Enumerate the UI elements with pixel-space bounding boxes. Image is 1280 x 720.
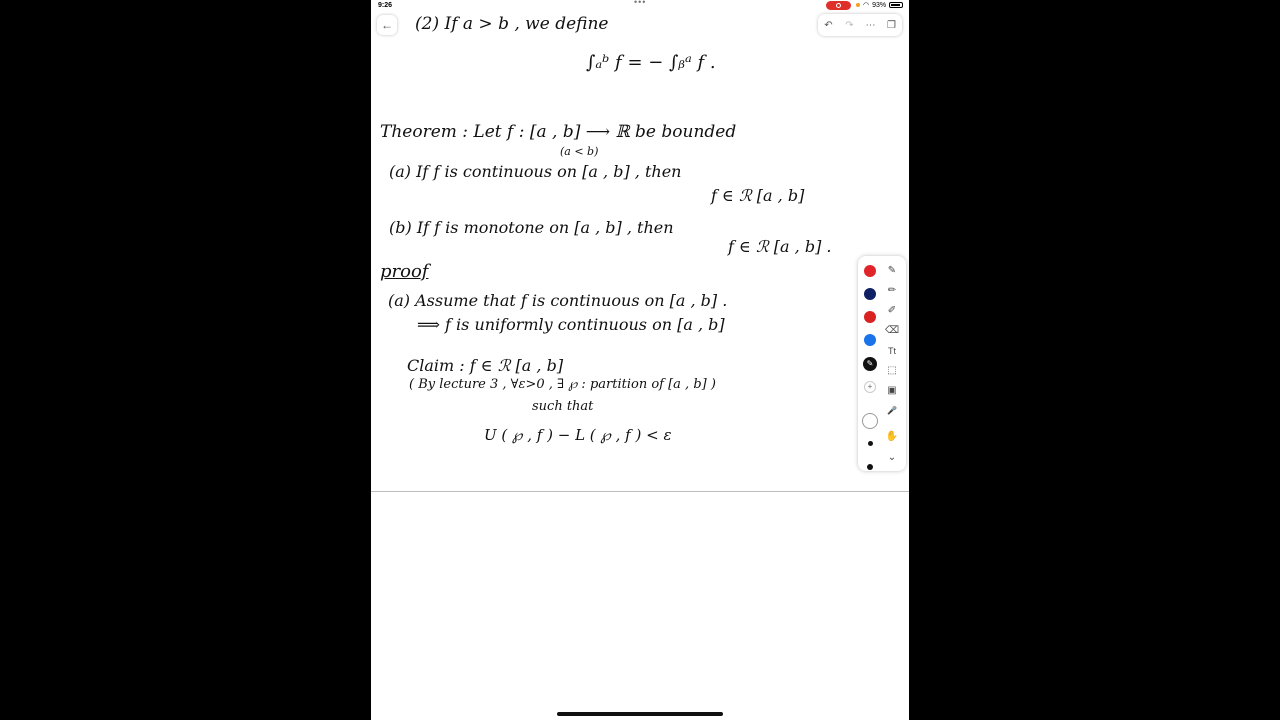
note-line-define: (2) If a > b , we define — [415, 14, 609, 34]
note-line-a-result: f ∈ ℛ [a , b] — [711, 186, 805, 205]
wifi-icon: ◠ — [863, 2, 870, 9]
page-divider — [371, 491, 909, 492]
pen-tool-icon[interactable]: ✎ — [887, 265, 897, 276]
note-line-a: (a) If f is continuous on [a , b] , then — [389, 162, 682, 181]
note-line-proof: proof — [380, 261, 429, 282]
hand-tool-icon[interactable]: ✋ — [885, 431, 899, 442]
note-line-inequality: U ( ℘ , f ) − L ( ℘ , f ) < ε — [484, 426, 672, 444]
note-canvas[interactable] — [371, 0, 909, 490]
color-swatch-navy[interactable] — [864, 288, 876, 300]
color-swatch-blue[interactable] — [864, 334, 876, 346]
device-screen — [371, 0, 909, 720]
color-swatch-red[interactable] — [864, 265, 876, 277]
note-line-such-that: such that — [532, 399, 594, 414]
pages-icon[interactable]: ❐ — [887, 19, 896, 31]
note-line-b-result: f ∈ ℛ [a , b] . — [728, 237, 832, 256]
color-swatch-red-2[interactable] — [864, 311, 876, 323]
lasso-select-icon[interactable]: ⬚ — [887, 365, 897, 376]
home-indicator[interactable] — [557, 712, 723, 716]
add-color-icon[interactable]: + — [864, 381, 876, 393]
image-tool-icon[interactable]: ▣ — [887, 385, 897, 396]
stroke-size-medium-icon[interactable] — [868, 441, 873, 446]
note-line-theorem: Theorem : Let f : [a , b] ⟶ ℝ be bounded — [380, 122, 737, 142]
note-line-theorem-sub: (a < b) — [560, 145, 599, 158]
undo-icon[interactable]: ↶ — [824, 19, 833, 31]
note-line-claim: Claim : f ∈ ℛ [a , b] — [407, 356, 564, 375]
eraser-tool-icon[interactable]: ⌫ — [885, 325, 900, 336]
note-line-lecture: ( By lecture 3 , ∀ε>0 , ∃ ℘ : partition of [a , b] ) — [409, 377, 716, 392]
collapse-palette-icon[interactable]: ⌄ — [887, 452, 897, 463]
text-tool-icon[interactable]: Tt — [888, 346, 896, 356]
pen-palette — [858, 256, 906, 471]
stroke-size-large-icon[interactable] — [867, 464, 873, 470]
stroke-size-small-icon[interactable] — [862, 413, 878, 429]
highlighter-tool-icon[interactable]: ✐ — [887, 305, 897, 316]
back-arrow-icon: ← — [381, 18, 393, 32]
note-line-b: (b) If f is monotone on [a , b] , then — [389, 218, 674, 237]
status-time: 9:26 — [378, 2, 393, 9]
multitask-dots-icon[interactable]: ••• — [634, 0, 647, 7]
battery-percent: 93% — [872, 1, 887, 9]
pencil-tool-icon[interactable]: ✏ — [887, 285, 897, 296]
redo-icon[interactable]: ↷ — [845, 19, 854, 31]
color-picker-icon[interactable]: ✎ — [863, 357, 877, 371]
note-line-integral: ∫ₐᵇ f = − ∫ᵦᵃ f . — [586, 52, 716, 73]
more-options-icon[interactable]: ⋯ — [865, 19, 876, 31]
note-line-assume: (a) Assume that f is continuous on [a , b] . — [388, 291, 728, 310]
note-line-uniform: ⟹ f is uniformly continuous on [a , b] — [417, 315, 725, 334]
microphone-icon[interactable]: 🎤 — [887, 406, 897, 415]
